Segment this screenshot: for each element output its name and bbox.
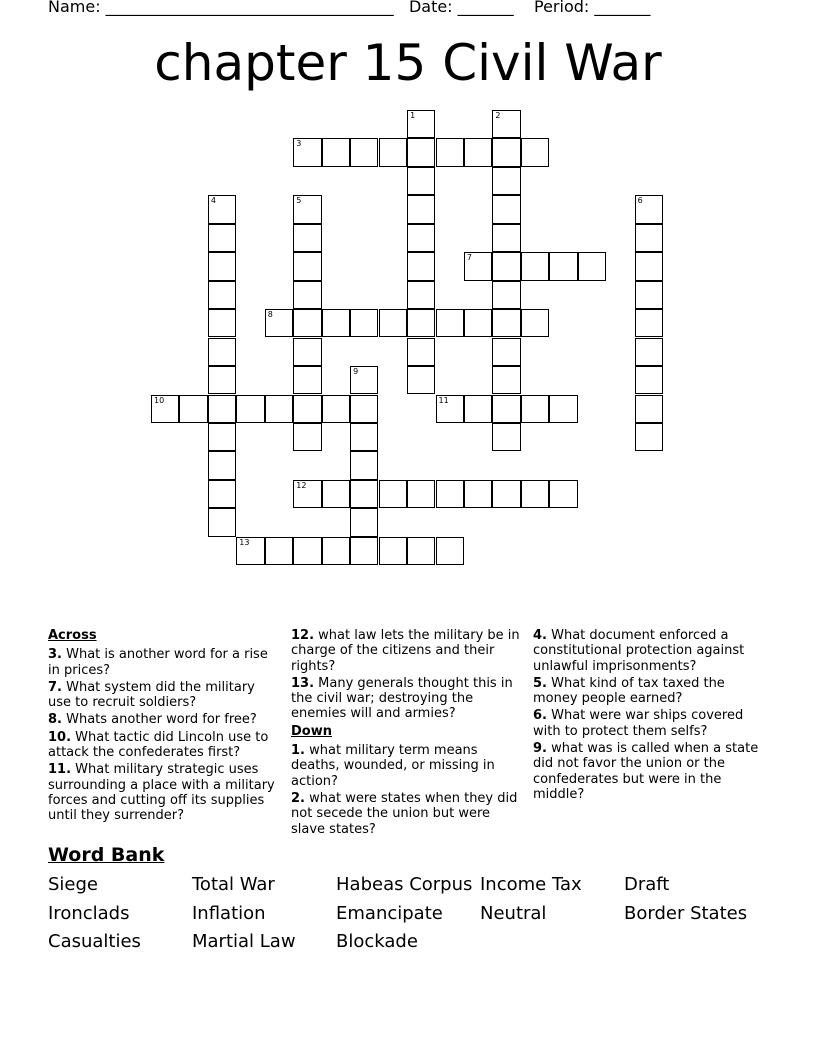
clue-number-label: 1 [410,111,416,120]
crossword-cell[interactable] [521,395,549,423]
crossword-cell[interactable] [635,195,663,223]
crossword-cell[interactable] [436,395,464,423]
crossword-cell[interactable] [464,138,492,166]
crossword-cell[interactable] [293,252,321,280]
clue-number-label: 2 [495,111,501,120]
crossword-cell[interactable] [521,309,549,337]
crossword-cell[interactable] [521,480,549,508]
clue-across-3 [48,647,280,678]
word-bank-item: Siege [48,874,99,895]
crossword-cell[interactable] [208,224,236,252]
crossword-cell[interactable] [322,537,350,565]
crossword-cell[interactable] [549,480,577,508]
crossword-cell[interactable] [407,110,435,138]
crossword-cell[interactable] [407,338,435,366]
crossword-cell[interactable] [492,480,520,508]
crossword-cell[interactable] [322,138,350,166]
clue-number-label: 4 [210,196,216,206]
crossword-cell[interactable] [492,167,520,195]
clue-text: What tactic did Lincoln use to attack the confederates first? [48,729,269,761]
word-bank-item: Casualties [48,931,141,952]
crossword-cell[interactable] [492,281,520,309]
clues-column-1 [48,628,280,826]
crossword-cell[interactable] [407,224,435,252]
clue-text: What document enforced a constitutional protection against unlawful imprisonments? [533,628,745,674]
clue-text: what law lets the military be in charge of the citizens and their rights? [291,628,520,674]
down-heading: Down [291,723,332,739]
clue-number-label: 7 [466,253,472,263]
crossword-cell[interactable] [350,508,378,536]
crossword-cell[interactable] [350,309,378,337]
across-heading: Across [48,628,97,643]
crossword-cell[interactable] [492,224,520,252]
crossword-cell[interactable] [293,537,321,565]
clue-down-5 [533,676,767,707]
clues-column-3 [533,628,767,804]
crossword-cell[interactable] [208,338,236,366]
clue-number-label: 8 [267,310,273,320]
crossword-cell[interactable] [350,423,378,451]
crossword-cell[interactable] [635,281,663,309]
crossword-cell[interactable] [492,423,520,451]
crossword-cell[interactable] [635,423,663,451]
clue-across-12 [291,628,525,674]
page-title: chapter 15 Civil War [154,34,662,92]
crossword-cell[interactable] [293,195,321,223]
crossword-cell[interactable] [635,395,663,423]
crossword-cell[interactable] [635,366,663,394]
crossword-cell[interactable] [635,309,663,337]
crossword-cell[interactable] [179,395,207,423]
clue-down-9 [533,741,767,802]
clue-across-7 [48,680,280,711]
clue-across-11 [48,762,280,823]
crossword-cell[interactable] [379,480,407,508]
crossword-cell[interactable] [208,508,236,536]
clue-down-1 [291,743,525,789]
crossword-cell[interactable] [236,537,264,565]
crossword-cell[interactable] [208,309,236,337]
crossword-cell[interactable] [293,309,321,337]
crossword-cell[interactable] [464,252,492,280]
crossword-cell[interactable] [407,480,435,508]
crossword-cell[interactable] [549,252,577,280]
crossword-cell[interactable] [236,395,264,423]
crossword-cell[interactable] [350,537,378,565]
crossword-cell[interactable] [350,480,378,508]
crossword-cell[interactable] [578,252,606,280]
crossword-cell[interactable] [635,224,663,252]
clue-number: 9. [533,741,547,757]
clue-text: What system did the military use to recruit soldiers? [48,679,255,711]
crossword-cell[interactable] [436,138,464,166]
crossword-cell[interactable] [293,338,321,366]
crossword-cell[interactable] [492,395,520,423]
crossword-cell[interactable] [322,480,350,508]
clue-number-label: 10 [154,395,165,405]
clue-number: 6. [533,708,547,724]
clue-number: 5. [533,675,547,691]
crossword-cell[interactable] [350,395,378,423]
clue-text: What military strategic uses surrounding a place with a military forces and cutting off its supplies until they surrender? [48,762,275,824]
clue-down-2 [291,791,525,837]
crossword-cell[interactable] [379,138,407,166]
crossword-cell[interactable] [407,281,435,309]
crossword-cell[interactable] [407,537,435,565]
clue-number: 12. [291,628,315,643]
crossword-cell[interactable] [464,480,492,508]
clue-number: 1. [291,743,305,759]
clue-text: what was is called when a state did not favor the union or the confederates but were in the middle? [533,741,759,802]
clue-text: Whats another word for free? [66,712,257,728]
crossword-cell[interactable] [492,338,520,366]
clue-across-10 [48,730,280,761]
crossword-cell[interactable] [635,252,663,280]
clue-number-label: 3 [296,139,302,149]
crossword-cell[interactable] [407,195,435,223]
crossword-cell[interactable] [208,281,236,309]
word-bank-item: Ironclads [48,903,130,924]
crossword-cell[interactable] [436,537,464,565]
crossword-cell[interactable] [492,252,520,280]
crossword-cell[interactable] [293,395,321,423]
crossword-cell[interactable] [265,309,293,337]
word-bank-item: Blockade [336,931,418,952]
crossword-cell[interactable] [265,395,293,423]
clues-column-2 [291,628,525,839]
crossword-cell[interactable] [293,423,321,451]
word-bank-item: Neutral [480,903,547,924]
crossword-cell[interactable] [407,309,435,337]
clue-across-8 [48,712,280,727]
clue-down-4 [533,628,767,674]
clue-text: What is another word for a rise in prices? [48,647,268,678]
clue-text: what military term means deaths, wounded, or missing in action? [291,743,495,789]
crossword-cell[interactable] [407,366,435,394]
clue-number: 2. [291,790,305,806]
word-bank-title: Word Bank [48,844,165,866]
crossword-cell[interactable] [293,281,321,309]
crossword-cell[interactable] [208,252,236,280]
word-bank-item: Income Tax [480,874,582,895]
crossword-cell[interactable] [492,195,520,223]
clue-text: What kind of tax taxed the money people earned? [533,675,725,707]
crossword-cell[interactable] [521,138,549,166]
crossword-cell[interactable] [350,451,378,479]
clue-across-13 [291,676,525,722]
clue-number-label: 5 [296,196,302,206]
word-bank-item: Habeas Corpus [336,874,473,895]
crossword-cell[interactable] [379,537,407,565]
word-bank-item: Border States [624,903,748,924]
clue-number-label: 13 [239,537,250,547]
crossword-cell[interactable] [293,366,321,394]
crossword-cell[interactable] [464,309,492,337]
crossword-cell[interactable] [293,224,321,252]
word-bank-item: Inflation [192,903,266,924]
word-bank-item: Total War [192,874,275,895]
clue-number: 11. [48,762,72,778]
clue-number: 4. [533,628,547,643]
clue-number: 3. [48,647,62,663]
clue-number: 7. [48,679,62,695]
crossword-cell[interactable] [265,537,293,565]
crossword-cell[interactable] [322,395,350,423]
clue-number: 8. [48,712,62,728]
crossword-cell[interactable] [492,366,520,394]
clue-down-6 [533,708,767,739]
word-bank-item: Martial Law [192,931,296,952]
word-bank-item: Draft [624,874,670,895]
crossword-cell[interactable] [208,451,236,479]
crossword-cell[interactable] [492,138,520,166]
crossword-cell[interactable] [635,338,663,366]
clue-number-label: 6 [637,196,643,206]
crossword-cell[interactable] [151,395,179,423]
crossword-cell[interactable] [208,366,236,394]
crossword-cell[interactable] [521,252,549,280]
clue-number: 10. [48,729,72,745]
crossword-cell[interactable] [208,423,236,451]
clue-number-label: 12 [296,480,307,490]
crossword-cell[interactable] [350,138,378,166]
word-bank-item: Emancipate [336,903,443,924]
clue-text: what were states when they did not secede the union but were slave states? [291,790,518,837]
crossword-cell[interactable] [464,395,492,423]
crossword-cell[interactable] [436,309,464,337]
crossword-cell[interactable] [492,309,520,337]
clue-number-label: 9 [353,367,359,377]
crossword-cell[interactable] [293,138,321,166]
crossword-cell[interactable] [549,395,577,423]
clue-number: 13. [291,675,315,691]
clue-number-label: 11 [438,395,449,405]
crossword-cell[interactable] [407,167,435,195]
crossword-cell[interactable] [208,480,236,508]
clue-text: Many generals thought this in the civil war; destroying the enemies will and armies? [291,675,513,722]
crossword-cell[interactable] [407,252,435,280]
crossword-cell[interactable] [436,480,464,508]
crossword-cell[interactable] [322,309,350,337]
crossword-cell[interactable] [208,195,236,223]
crossword-cell[interactable] [379,309,407,337]
crossword-cell[interactable] [407,138,435,166]
clue-text: What were war ships covered with to protect them selfs? [533,708,744,739]
student-info-line: Name: ____________________________________ Date: _______ Period: _______ [48,0,651,16]
crossword-cell[interactable] [293,480,321,508]
crossword-cell[interactable] [492,110,520,138]
crossword-cell[interactable] [208,395,236,423]
crossword-cell[interactable] [350,366,378,394]
